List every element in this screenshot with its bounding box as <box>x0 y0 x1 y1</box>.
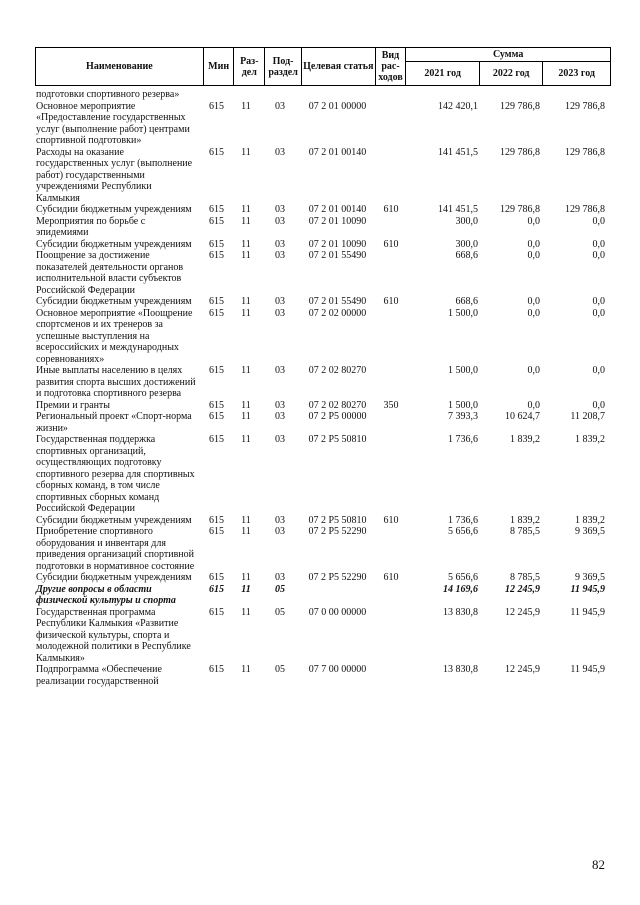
cell-y3: 9 369,5 <box>575 526 605 537</box>
cell-y1: 5 656,6 <box>448 526 478 537</box>
cell-y1: 300,0 <box>455 215 478 227</box>
cell-pod: 03 <box>275 399 285 411</box>
header-podrazdel: Под-раздел <box>265 48 302 86</box>
cell-min: 615 <box>209 514 224 526</box>
cell-y3: 11 945,9 <box>570 606 605 618</box>
table-row <box>0 664 640 687</box>
cell-pod: 03 <box>275 250 285 261</box>
table-body <box>0 89 640 687</box>
cell-y1: 14 169,6 <box>443 583 478 595</box>
cell-raz: 11 <box>241 365 251 376</box>
cell-name: Субсидии бюджетным учреждениям <box>36 204 192 215</box>
cell-vid: 610 <box>383 296 399 307</box>
header-year-2023: 2023 год <box>543 62 611 86</box>
table-row <box>0 204 640 216</box>
table-row <box>0 239 640 251</box>
cell-name: Субсидии бюджетным учреждениям <box>36 514 192 526</box>
cell-y1: 13 830,8 <box>443 606 478 618</box>
cell-y2: 0,0 <box>527 215 540 227</box>
cell-y1: 1 500,0 <box>448 399 478 411</box>
cell-cel: 07 2 01 10090 <box>308 238 367 250</box>
table-row <box>0 308 640 366</box>
header-razdel: Раз-дел <box>234 48 265 86</box>
cell-vid: 610 <box>383 238 399 250</box>
cell-cel: 07 2 P5 50810 <box>308 514 367 526</box>
cell-cel: 07 0 00 00000 <box>308 606 367 618</box>
cell-y3: 129 786,8 <box>565 146 605 158</box>
cell-raz: 11 <box>241 100 251 112</box>
cell-min: 615 <box>209 238 224 250</box>
header-name: Наименование <box>36 48 204 86</box>
cell-y1: 300,0 <box>455 238 478 250</box>
cell-raz: 11 <box>241 146 251 158</box>
cell-pod: 03 <box>275 215 285 227</box>
table-row <box>0 89 640 101</box>
cell-pod: 03 <box>275 434 285 445</box>
cell-y3: 0,0 <box>592 296 605 307</box>
cell-min: 615 <box>209 365 224 376</box>
cell-raz: 11 <box>241 664 251 675</box>
table-row <box>0 434 640 515</box>
cell-name: Иные выплаты населению в целях развития спорта высших достижений и подготовка спортивного резерва <box>36 365 196 399</box>
cell-y2: 129 786,8 <box>500 100 540 112</box>
cell-cel: 07 2 01 55490 <box>308 250 367 261</box>
cell-min: 615 <box>209 572 224 583</box>
cell-y1: 7 393,3 <box>448 411 478 422</box>
page-number: 82 <box>592 857 605 872</box>
cell-vid: 610 <box>383 204 399 215</box>
cell-y3: 0,0 <box>592 250 605 261</box>
cell-pod: 03 <box>275 514 285 526</box>
cell-vid: 610 <box>383 572 399 583</box>
cell-min: 615 <box>209 399 224 411</box>
cell-raz: 11 <box>241 411 251 422</box>
cell-cel: 07 2 02 00000 <box>308 307 367 319</box>
cell-name: Подпрограмма «Обеспечение реализации государственной <box>36 664 162 687</box>
cell-y1: 13 830,8 <box>443 664 478 675</box>
cell-raz: 11 <box>241 526 251 537</box>
table-row <box>0 216 640 239</box>
cell-raz: 11 <box>241 296 251 307</box>
cell-name: Расходы на оказание государственных услуг (выполнение работ) государственными учреждениями Республики Калмыкия <box>36 146 193 204</box>
cell-pod: 03 <box>275 307 285 319</box>
cell-pod: 03 <box>275 100 285 112</box>
cell-pod: 05 <box>275 583 285 595</box>
cell-y2: 10 624,7 <box>505 411 540 422</box>
cell-cel: 07 2 P5 52290 <box>308 526 367 537</box>
cell-y2: 129 786,8 <box>500 204 540 215</box>
cell-y1: 141 451,5 <box>438 204 478 215</box>
cell-name: Премии и гранты <box>36 399 111 411</box>
cell-y3: 0,0 <box>592 399 605 411</box>
cell-cel: 07 2 P5 52290 <box>308 572 367 583</box>
cell-cel: 07 2 01 00140 <box>308 204 367 215</box>
table-row <box>0 515 640 527</box>
cell-cel: 07 2 P5 50810 <box>308 434 367 445</box>
table-row <box>0 365 640 400</box>
cell-y1: 1 736,6 <box>448 434 478 445</box>
cell-vid: 350 <box>383 399 399 411</box>
cell-raz: 11 <box>241 307 251 319</box>
table-row <box>0 584 640 607</box>
cell-y3: 1 839,2 <box>575 514 605 526</box>
cell-cel: 07 2 01 00140 <box>308 146 367 158</box>
cell-name: Основное мероприятие «Поощрение спортсменов и их тренеров за успешные выступления на всероссийских и международных соревнованиях» <box>36 307 193 365</box>
cell-pod: 03 <box>275 526 285 537</box>
cell-raz: 11 <box>241 215 251 227</box>
cell-name: Субсидии бюджетным учреждениям <box>36 572 192 583</box>
cell-y3: 0,0 <box>592 215 605 227</box>
cell-y3: 0,0 <box>592 365 605 376</box>
cell-name: Основное мероприятие «Предоставление государственных услуг (выполнение работ) центрами спортивной подготовки» <box>36 100 190 146</box>
cell-pod: 03 <box>275 204 285 215</box>
cell-min: 615 <box>209 526 224 537</box>
cell-name: Региональный проект «Спорт-норма жизни» <box>36 411 192 434</box>
cell-y2: 12 245,9 <box>505 664 540 675</box>
header-summa: Сумма <box>406 48 611 62</box>
cell-y1: 1 736,6 <box>448 514 478 526</box>
cell-y2: 0,0 <box>527 250 540 261</box>
cell-y2: 12 245,9 <box>505 583 540 595</box>
cell-raz: 11 <box>241 583 251 595</box>
cell-raz: 11 <box>241 238 251 250</box>
cell-min: 615 <box>209 215 224 227</box>
table-row <box>0 147 640 205</box>
cell-y1: 1 500,0 <box>448 307 478 319</box>
cell-min: 615 <box>209 204 224 215</box>
cell-y3: 9 369,5 <box>575 572 605 583</box>
table-row <box>0 607 640 665</box>
table-row <box>0 572 640 584</box>
cell-y3: 1 839,2 <box>575 434 605 445</box>
cell-y2: 0,0 <box>527 399 540 411</box>
cell-raz: 11 <box>241 572 251 583</box>
cell-y2: 1 839,2 <box>510 514 540 526</box>
table-row <box>0 411 640 434</box>
table-row <box>0 296 640 308</box>
cell-name: Поощрение за достижение показателей деятельности органов исполнительной власти субъектов Российской Федерации <box>36 250 184 296</box>
header-vid: Вид рас-ходов <box>375 48 406 86</box>
cell-cel: 07 2 01 00000 <box>308 100 367 112</box>
cell-min: 615 <box>209 146 224 158</box>
cell-raz: 11 <box>241 606 251 618</box>
table-row <box>0 250 640 296</box>
cell-pod: 03 <box>275 411 285 422</box>
table-row <box>0 400 640 412</box>
cell-y2: 129 786,8 <box>500 146 540 158</box>
cell-pod: 03 <box>275 365 285 376</box>
cell-y1: 5 656,6 <box>448 572 478 583</box>
table-row <box>0 526 640 572</box>
cell-min: 615 <box>209 606 224 618</box>
header-year-2021: 2021 год <box>406 62 480 86</box>
cell-cel: 07 2 02 80270 <box>308 399 367 411</box>
cell-y3: 0,0 <box>592 307 605 319</box>
cell-y3: 11 945,9 <box>570 664 605 675</box>
cell-min: 615 <box>209 583 224 595</box>
cell-y2: 1 839,2 <box>510 434 540 445</box>
cell-y3: 11 208,7 <box>570 411 605 422</box>
cell-y3: 129 786,8 <box>565 204 605 215</box>
cell-min: 615 <box>209 100 224 112</box>
cell-name: Мероприятия по борьбе с эпидемиями <box>36 215 146 238</box>
cell-y3: 0,0 <box>592 238 605 250</box>
cell-raz: 11 <box>241 434 251 445</box>
cell-min: 615 <box>209 250 224 261</box>
cell-name: Другие вопросы в области физической культуры и спорта <box>36 583 176 606</box>
cell-cel: 07 2 01 55490 <box>308 296 367 307</box>
cell-name: Субсидии бюджетным учреждениям <box>36 238 192 250</box>
cell-y1: 142 420,1 <box>438 100 478 112</box>
cell-y2: 8 785,5 <box>510 526 540 537</box>
cell-y2: 0,0 <box>527 307 540 319</box>
cell-min: 615 <box>209 411 224 422</box>
cell-name: Государственная поддержка спортивных организаций, осуществляющих подготовку спортивного резерва для спортивных сборных команд, в том числе спортивных сборных команд Российской Федерации <box>36 434 195 514</box>
cell-cel: 07 2 01 10090 <box>308 215 367 227</box>
cell-pod: 05 <box>275 664 285 675</box>
cell-cel: 07 2 02 80270 <box>308 365 367 376</box>
cell-min: 615 <box>209 307 224 319</box>
cell-name: Субсидии бюджетным учреждениям <box>36 296 192 307</box>
cell-y1: 668,6 <box>455 250 478 261</box>
cell-y3: 129 786,8 <box>565 100 605 112</box>
cell-min: 615 <box>209 434 224 445</box>
cell-cel: 07 2 P5 00000 <box>308 411 367 422</box>
cell-y1: 1 500,0 <box>448 365 478 376</box>
cell-pod: 03 <box>275 238 285 250</box>
cell-vid: 610 <box>383 514 399 526</box>
cell-y2: 8 785,5 <box>510 572 540 583</box>
cell-min: 615 <box>209 664 224 675</box>
cell-pod: 03 <box>275 146 285 158</box>
header-year-2022: 2022 год <box>479 62 542 86</box>
cell-pod: 03 <box>275 296 285 307</box>
cell-y3: 11 945,9 <box>570 583 605 595</box>
header-min: Мин <box>203 48 234 86</box>
cell-y2: 12 245,9 <box>505 606 540 618</box>
cell-y2: 0,0 <box>527 296 540 307</box>
cell-raz: 11 <box>241 250 251 261</box>
cell-pod: 03 <box>275 572 285 583</box>
cell-name: подготовки спортивного резерва» <box>36 89 180 100</box>
cell-name: Государственная программа Республики Калмыкия «Развитие физической культуры, спорта и молодежной политики в Республике Калмыкия» <box>36 606 191 664</box>
cell-raz: 11 <box>241 204 251 215</box>
cell-raz: 11 <box>241 514 251 526</box>
cell-pod: 05 <box>275 606 285 618</box>
cell-raz: 11 <box>241 399 251 411</box>
header-celevaya: Целевая статья <box>301 48 375 86</box>
cell-y1: 668,6 <box>455 296 478 307</box>
cell-name: Приобретение спортивного оборудования и инвентаря для приведения организаций спортивной подготовки в нормативное состояние <box>36 526 195 572</box>
cell-cel: 07 7 00 00000 <box>308 664 367 675</box>
cell-min: 615 <box>209 296 224 307</box>
table-header <box>35 47 611 86</box>
cell-y1: 141 451,5 <box>438 146 478 158</box>
cell-y2: 0,0 <box>527 238 540 250</box>
cell-y2: 0,0 <box>527 365 540 376</box>
table-row <box>0 101 640 147</box>
